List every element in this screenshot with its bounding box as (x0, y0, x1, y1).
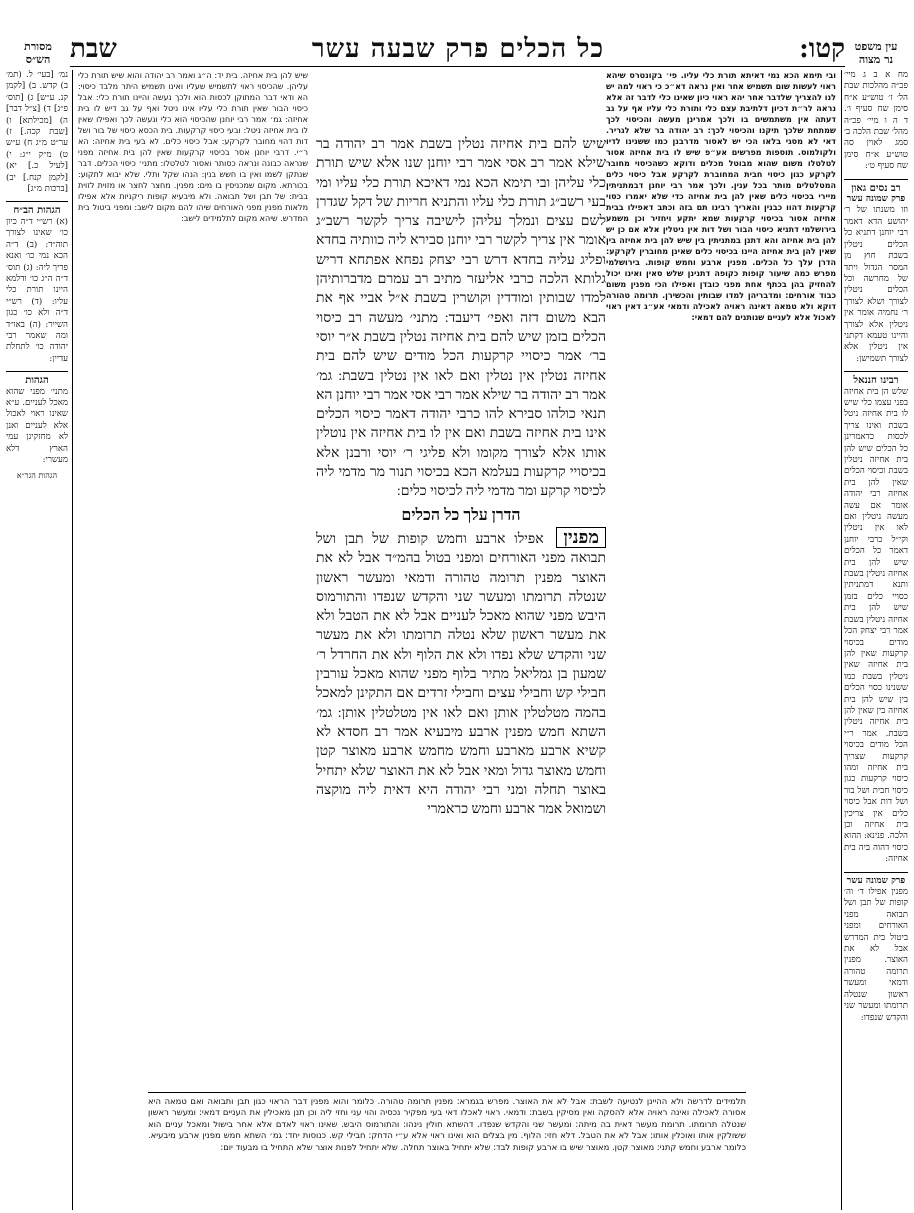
mishna-text: אפילו ארבע וחמש קופות של תבן ושל תבואה מפני האורחים ומפני בטול בהמ״ד אבל לא את האוצר מפנין תרומה טהורה ודמאי ומעשר ראשון שנטלה תרומתו ומעשר שני והקדש שנפדו והתורמוס היבש מפני שהוא מאכל לעניים אבל לא את הטבל ולא את מעשר ראשון שלא נטלה תרומתו ולא את מעשר שני והקדש שלא נפדו ולא את הלוף ולא את החרדל ר׳ שמעון בן גמליאל מתיר בלוף מפני שהוא מאכל עורבין חבילי קש וחבילי עצים וחבילי זרדים אם התקינן למאכל בהמה מטלטלין אותן ואם לאו אין מטלטלין אותן: גמ׳ השתא חמש מפנין ארבע מיבעיא אמר רב חסדא לא קשיא ארבע מארבע וחמש מחמש ארבע מאוצר קטן וחמש מאוצר גדול ומאי אבל לא את האוצר שלא יתחיל באוצר תחלה ומני רבי יהודה היא דאית ליה מוקצה ושמואל אמר ארבע וחמש כראמרי (316, 531, 606, 818)
tractate-name: שבת (70, 34, 117, 64)
tosfot-text: ובי תימא הכא נמי דאיתא תורת כלי עליו. פי׳ בקונטרס שיהא ראוי לעשות שום תשמיש אחר ואין נראה דא״כ כי ראוי למה יש לנו להצריך שלדבר אחר יהא ראוי כיון שאינו כלי לדבר זה אלא נראה לר״ת דכיון דלתיבת עצם כלי ותורת כלי עליו אף על גב דעתה אין משתמשים בו ולכך אמרינן מעשה והכיסוי לכך שמתחת שלכך תיקנו והכיסוי לכך: רב יהודה בר שלא לגריר. דאי לא מסגי בלאו הכי יש לאסור מדרבנן כמו ששנינו לדיו ולקולמוס. תוספות מפרשים אע״פ שיש לו בית אחיזה אסור לטלטלו משום שהוא מבוטל מכלים ודוקא כשהכיסוי מחובר לקרקע כגון כיסוי חבית המחוברת לקרקע אבל כיסוי כלים המטלטלים מותר בכל ענין. ולכך אמר רבי יוחנן דבמתניתין מיירי בכיסוי כלים שאין להן בית אחיזה כדי שלא יאמרו כסוי קרקעות דהוו כבנין והאריך רבינו תם בזה וכתב דאפילו בבית אחיזה אסור בכיסוי קרקעות שמא יתקע ויחזיר וכן משמע בירושלמי דתניא כיסוי הבור ושל דות אין ניטלין אלא אם כן יש להן בית אחיזה והא דתנן במתניתין בין שיש להן בית אחיזה בין שאין להן בית אחיזה היינו בכיסוי כלים שאינן מחוברין לקרקע: הדרן עלך כל הכלים. מפנין ארבע וחמש קופות. בירושלמי מפרש כמה שיעור קופות כקופה דתנינן שלש סאין ואינו יכול להחזיק בהן בכתף אחת מפני כובדן ואפילו הכי מפנין משום כבוד אורחים: ומדבריהן למדו שבותין והכשירן. תרומה טהורה דוקא ולא טמאה דאינה ראויה לאכילה ודמאי אע״ג דאין ראוי לאכול אלא לעניים שנותנים להם דמאי: (606, 71, 836, 322)
rabbeinu-chananel-text: שלש הן בית אחיזה בפני עצמו כלי שיש לו בית אחיזה ניטל בשבת ואינו צריך לכסות כדאמרינן כל הכלים שיש להן בית אחיזה ניטלין בשבת וכיסוי הכלים שאין להן בית אחיזה רבי יהודה אומר אם עשה מעשה ניטלין ואם לאו אין ניטלין וקי״ל כרבי יוחנן דאמר כל הכלים שיש להן בית אחיזה ניטלין בשבת ותנא דמתניתין כסויי כלים בזמן שיש להן בית אחיזה ניטלין בשבת אמר רבי יצחק הכל מודים בכיסוי קרקעות שאין להן בית אחיזה שאין ניטלין בשבת כמו ששנינו כסוי הכלים בין שיש להן בית אחיזה בין שאין להן בית אחיזה ניטלין בשבת. אמר ר״י הכל מודים בכיסוי קרקעות שצריך בית אחיזה ומהו כיסוי קרקעות כגון כיסוי חבית ושל בור ושל דות אבל כיסוי כלים אין צריכין בית אחיזה וכן הלכה. פנינא: ההוא כיסוי דהוה ביה בית אחיזה: (844, 386, 908, 865)
rashi-column (78, 70, 308, 1090)
gemara-block (316, 135, 606, 1090)
gemara-main-text: שיש להם בית אחיזה נטלין בשבת אמר רב יהודה בר שילא אמר רב אסי אמר רבי יוחנן שנו אלא שיש תורת כלי עליהן ובי תימא הכא נמי דאיכא תורת כלי עליו ומי בעי רשב״ג תורת כלי עליו והתניא חריות של דקל שגדרן לשם עצים ונמלך עליהן לישיבה צריך לקשר רשב״ג אומר אין צריך לקשר רבי יוחנן סבירא ליה כוותיה בחדא ופליג עליה בחדא דרש רבי יצחק נפחא אפתחא דריש גלותא הלכה כרבי אליעזר מתיב רב עמרם מדברותיהן למדו שבותין ומודדין וקושרין בשבת א״ל אביי אף את הבא משום דזה ואפי׳ דיעבד: מתני׳ מעשה רב כיסוי הכלים בזמן שיש להם בית אחיזה נטלין בשבת א״ר יוסי בר׳ אמר כיסויי קרקעות הכל מודים שיש להם בית אחיזה נטלין אין נטלין ואם לאו אין נטלין בשבת: גמ׳ אמר רב יהודה בר שילא אמר רבי אסי אמר רבי יוחנן הא תנאי כולהו סבירא להו כרבי יהודה דאמר כיסוי הכלים אינו בית אחיזה בשבת ואם אין לו בית אחיזה אין נוטלין אותו אלא לצורך מקומו ולא פליגי ר׳ יוסי ורבנן אלא בכיסויי קרקעות בעלמא הכא בכיסוי תנור מר מדמי ליה לכיסוי קרקע ומר מדמי ליה לכיסוי כלים: (316, 137, 606, 500)
next-chapter-title: פרק שמונה עשר (846, 875, 906, 886)
next-chapter-text: מפנין אפילו ד׳ וה׳ קופות של תבן ושל תבואה מפני האורחים ומפני ביטול בית המדרש אבל לא את האוצר. מפנין תרומה טהורה ודמאי ומעשר ראשון שנטלה תרומתו ומעשר שני והקדש שנפדו: (844, 887, 908, 1023)
hagahot-bach-text: (א) רש״י ד״ה כיון כו׳ שאינו לצורך תוה״ד: (ב) ד״ה הכא נמי כו׳ ואנא פריך ליה: (ג) תוס׳ ד״ה ה״ג כו׳ ודלמא היינו תורת כלי עליו: (ד) רש״י ד״ה ולא כו׳ כגון השייר: (ה) באו״ד ומה שאמר רבי יהודה כו׳ לתחלת עדיין: (6, 216, 68, 364)
rabbeinu-nissim-text: וזו משנתו של ר׳ יהושע הדא דאמר רבי יוחנן דתניא כל הכלים ניטלין בשבת חוץ מן המסר הגדול ויתד של מחרשה וכל הכלים ניטלין לצורך ושלא לצורך ר׳ נחמיה אומר אין ניטלין אלא לצורך והיינו טעמא דקתני אין ניטלין אלא לצורך תשמישן: (844, 205, 908, 364)
rabbeinu-nissim-title: רב נסים גאון (851, 182, 901, 194)
tosfot-column (606, 70, 836, 1090)
bottom-commentary (148, 1096, 746, 1182)
header-rule (70, 66, 845, 67)
hagahot-text: מתני׳ מפני שהוא מאכל לעניים. ע״א שאינו ראוי לאכול אלא לעניים ואנן לא מחזקינן עמי הארץ דלא מעשרי: (6, 386, 68, 465)
bottom-rule (148, 1092, 746, 1093)
bottom-commentary-text: תלמידים לדרשה ולא ההיינן לנטיעה לשבת: אבל לא את האוצר. מפרש בגמרא: מפנין תרומה טהורה. כלומר והוא מפנין דבר הראוי כגון תבן ותבואה ואם טמאה היא אסורה לאכילה ואינה ראויה אלא להסקה ואין מסיקין בשבת: ודמאי. ראוי לאכלו דאי בעי מפקיר נכסיה והוי עני וחזי ליה וכן תנן מאכילין את העניים דמאי: ומעשר ראשון שנטלה תרומתו. תרומת מעשר דאית בה מיתה: ומעשר שני והקדש שנפדו. דהשתא חולין נינהו: והתורמוס היבש. שאינו ראוי לאדם אלא אחר בישול ומאכל עניים הוא ששולקין אותו ואוכלין אותו: אבל לא את הטבל. דלא חזי: הלוף. מין בצלים הוא ואינו ראוי אלא ע״י הדחק: חבילי קש. כנוסות יחד: גמ׳ השתא חמש מפנין ארבע מיבעיא. כלומר ארבע וחמש קתני: מאוצר קטן. מאוצר שיש בו ארבע קופות לבד: שלא יתחיל באוצר תחלה. שלא יתחיל לפנות אוצר שלא התחיל בו מבעוד יום: (148, 1096, 746, 1152)
gemara-hadran: הדרן עלך כל הכלים (401, 506, 521, 524)
rabbeinu-nissim-subtitle: פרק שמונה עשר (846, 194, 906, 205)
page-header (70, 34, 845, 64)
hagahot-title: הגהות (25, 375, 49, 387)
left-margin-divider (72, 70, 73, 1210)
right-margin-divider (841, 70, 842, 1210)
left-margin-column (6, 70, 68, 1210)
ein-mishpat-text: מח א ב ג מיי׳ פכ״ה מהלכות שבת הל׳ ז׳ טוש״ע א״ח סימן שח סעיף ו׳. ד ה ו מיי׳ פכ״ה מהל׳ שבת הלכה ב׳ סמג לאוין סה טוש״ע א״ח סימן שח סעיף ט׳: (844, 70, 908, 172)
rashi-text: שיש להן בית אחיזה. בית יד: ה״ג ואמר רב יהודה והוא שיש תורת כלי עליהן. שהכיסוי ראוי לתשמיש שעליו ואינו תשמיש היתר מלבד כיסוי: הא ודאי דבר המתוקן לכסות הוא ולכך נעשה והיינו תורת כלי: אבל כיסוי הבור שאין תורת כלי עליו אינו ניטל ואף על גב דיש לו בית אחיזה: גמ׳ אמר רבי יוחנן שהכיסוי הוא כלי ונעשה לכך ואפילו שאין לו בית אחיזה ניטל: ובעי כיסוי קרקעות. בית הכסא כיסוי של בור ושל דות דהוי מחובר לקרקע: אבל כיסוי כלים. לא בעי בית אחיזה: הא ר״י. דרבי יוחנן אסר בכיסוי קרקעות שאין להן בית אחיזה מפני שנראה כבונה ונראה כסותר ואסור לטלטלו: מתני׳ כיסוי הכלים. דבר שנתקן לשמו ואין בו חשש בנין: הנהו שקל ותלי. שלא יבוא לתקוע: בכורתא. מקום שמכניסין בו מים: מפנין. מחצר לחצר או מזוית לזוית בבית: של תבן ושל תבואה. ולא מיבעיא קופות ריקניות אלא אפילו מלאות מפנין מפני האורחים שיהו להם מקום לישב: ומפני ביטול בית המדרש. שיהא מקום לתלמידים לישב: (78, 71, 308, 223)
page-number: קטו: (799, 34, 845, 64)
ein-mishpat-heading: עין משפט נר מצוה (854, 40, 898, 66)
right-margin-column (844, 70, 908, 1210)
masoret-heading: מסורת הש״ס (24, 40, 52, 66)
masoret-text: נמ׳ [בעי׳ ל. (תמ׳ ב) קדש. ב) [לקמן קנ. ע״ש] ג) [תוס׳ פ״ג] ד) [צ״ל דבר] ה) [מכילתא] ו) [שבת קכה.] ז) ער״ט מ״ג ח) ע״ש ט) מ״ק י״ג: י) [לעיל כ.] יא) [לקמן קנח.] יב) [ברכות מ״ג] (6, 70, 68, 195)
mishna-open-word: מפנין (556, 527, 606, 548)
rabbeinu-chananel-title: רבינו חננאל (853, 375, 899, 387)
hagahot-gra-note: הגהות הגר״א (16, 471, 58, 481)
hagahot-bach-title: הגהות הב״ח (13, 205, 61, 217)
chapter-title: כל הכלים פרק שבעה עשר (311, 34, 605, 64)
